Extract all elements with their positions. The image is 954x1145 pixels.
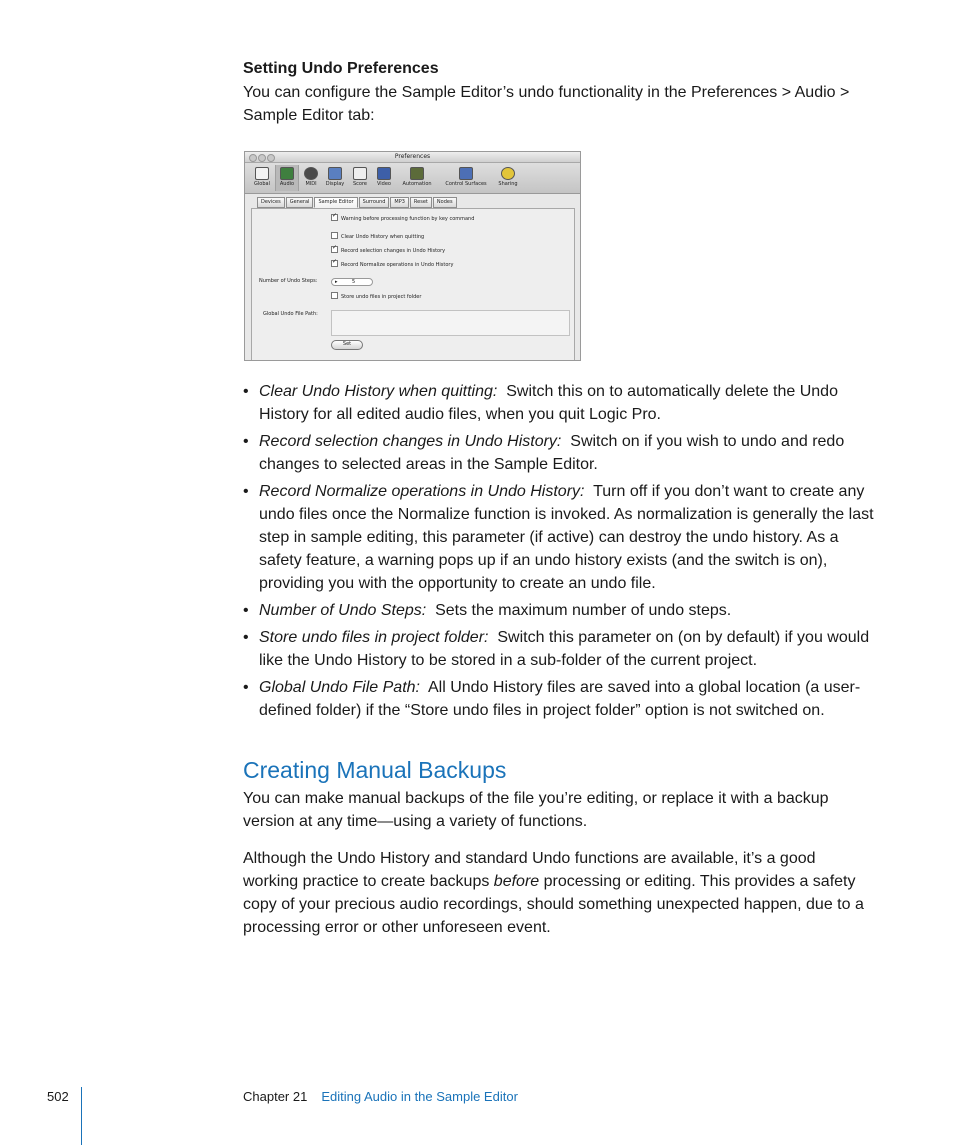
bullet-term: Number of Undo Steps: bbox=[259, 602, 427, 619]
toolbar-label: Audio bbox=[279, 181, 295, 187]
bullet-term: Store undo files in project folder: bbox=[259, 629, 489, 646]
chapter-number: Chapter 21 bbox=[243, 1089, 308, 1104]
toolbar-display[interactable] bbox=[323, 165, 347, 191]
checkbox-checked-icon[interactable] bbox=[331, 214, 338, 221]
para-text: processing or editing. This provides a safety copy of your precious audio recordings, should something unexpected happen, due to a processing error or other unforeseen event. bbox=[243, 873, 864, 936]
bullet-term: Global Undo File Path: bbox=[259, 679, 420, 696]
toolbar-sharing[interactable] bbox=[495, 165, 521, 191]
toolbar-label: Sharing bbox=[498, 181, 518, 187]
tab-reset[interactable]: Reset bbox=[410, 197, 432, 208]
toolbar-label: Video bbox=[376, 181, 391, 187]
list-item bbox=[243, 676, 883, 722]
list-item bbox=[243, 599, 883, 622]
toolbar-control-surfaces[interactable] bbox=[439, 165, 493, 191]
toolbar-global[interactable] bbox=[251, 165, 273, 191]
bullet-text: Sets the maximum number of undo steps. bbox=[435, 602, 732, 619]
checkbox-unchecked-icon[interactable] bbox=[331, 292, 338, 299]
checkbox-checked-icon[interactable] bbox=[331, 246, 338, 253]
tab-nodes[interactable]: Nodes bbox=[433, 197, 457, 208]
list-item bbox=[243, 430, 883, 476]
toolbar-label: Score bbox=[352, 181, 367, 187]
display-icon bbox=[328, 167, 342, 180]
toolbar-midi[interactable] bbox=[301, 165, 321, 191]
checkbox-unchecked-icon[interactable] bbox=[331, 232, 338, 239]
window-title: Preferences bbox=[394, 153, 431, 160]
option-label: Clear Undo History when quitting bbox=[341, 234, 425, 240]
toolbar-score[interactable] bbox=[349, 165, 371, 191]
bullet-term: Record selection changes in Undo History: bbox=[259, 433, 562, 450]
tab-surround[interactable]: Surround bbox=[359, 197, 390, 208]
preferences-toolbar bbox=[245, 163, 580, 194]
para-text: Although the Undo History and standard Undo functions are available, it’s a good working practice to create backups bbox=[243, 850, 816, 890]
toolbar-audio[interactable] bbox=[275, 165, 299, 191]
backups-intro-paragraph: You can make manual backups of the file you’re editing, or replace it with a backup version at any time—using a variety of functions. bbox=[243, 790, 829, 830]
score-icon bbox=[353, 167, 367, 180]
page-number: 502 bbox=[47, 1089, 69, 1104]
tab-sample-editor[interactable]: Sample Editor bbox=[314, 197, 357, 208]
toolbar-label: Display bbox=[325, 181, 345, 187]
bullet-text: Switch this on to automatically delete the Undo History for all edited audio files, when you quit Logic Pro. bbox=[259, 383, 838, 423]
automation-icon bbox=[410, 167, 424, 180]
list-item bbox=[243, 480, 883, 595]
toolbar-label: MIDI bbox=[305, 181, 317, 187]
global-undo-path-label: Global Undo File Path: bbox=[263, 311, 318, 317]
tab-mp3[interactable]: MP3 bbox=[390, 197, 409, 208]
preferences-bullet-list bbox=[243, 380, 883, 726]
toolbar-label: Automation bbox=[402, 181, 432, 187]
set-button[interactable]: Set bbox=[331, 340, 363, 350]
section-heading: Creating Manual Backups bbox=[243, 757, 507, 783]
option-warning-before-processing[interactable] bbox=[331, 214, 474, 223]
bullet-text: Switch this parameter on (on by default) if you would like the Undo History to be stored in a sub-folder of the current project. bbox=[259, 629, 870, 669]
checkbox-checked-icon[interactable] bbox=[331, 260, 338, 267]
control-surfaces-icon bbox=[459, 167, 473, 180]
bullet-text: Switch on if you wish to undo and redo changes to selected areas in the Sample Editor. bbox=[259, 433, 845, 473]
bullet-term: Record Normalize operations in Undo History: bbox=[259, 483, 585, 500]
preferences-screenshot bbox=[244, 151, 581, 361]
list-item bbox=[243, 380, 883, 426]
undo-steps-label: Number of Undo Steps: bbox=[259, 278, 318, 284]
preferences-tabs bbox=[257, 197, 458, 208]
list-item bbox=[243, 626, 883, 672]
chapter-title[interactable]: Editing Audio in the Sample Editor bbox=[321, 1089, 518, 1104]
midi-icon bbox=[304, 167, 318, 180]
option-label: Store undo files in project folder bbox=[341, 294, 422, 300]
undo-steps-stepper[interactable] bbox=[331, 278, 373, 286]
sharing-icon bbox=[501, 167, 515, 180]
video-icon bbox=[377, 167, 391, 180]
tab-devices[interactable]: Devices bbox=[257, 197, 285, 208]
audio-icon bbox=[280, 167, 294, 180]
toolbar-automation[interactable] bbox=[397, 165, 437, 191]
section-subheading: Setting Undo Preferences bbox=[243, 60, 439, 77]
bullet-text: Turn off if you don’t want to create any undo files once the Normalize function is invoked. As normalization is generally the last step in sample editing, this parameter (if active) can destroy the undo history. As a safety feature, a warning pops up if an undo history exists (and the switch is on), providing you with the opportunity to create an undo file. bbox=[259, 483, 874, 592]
option-label: Warning before processing function by key command bbox=[341, 216, 475, 222]
option-record-normalize[interactable] bbox=[331, 260, 453, 269]
tab-general[interactable]: General bbox=[286, 197, 314, 208]
bullet-term: Clear Undo History when quitting: bbox=[259, 383, 498, 400]
window-titlebar bbox=[245, 152, 580, 163]
option-clear-undo-history[interactable] bbox=[331, 232, 424, 241]
option-store-undo-files[interactable] bbox=[331, 292, 421, 301]
toolbar-video[interactable] bbox=[373, 165, 395, 191]
para-emphasis: before bbox=[493, 873, 540, 890]
bullet-text: All Undo History files are saved into a global location (a user-defined folder) if the “Store undo files in project folder” option is not switched on. bbox=[259, 679, 861, 719]
undo-steps-value: 5 bbox=[352, 279, 356, 285]
sample-editor-panel bbox=[251, 208, 575, 361]
stepper-arrow-icon[interactable]: ▸ bbox=[335, 279, 338, 285]
option-label: Record selection changes in Undo History bbox=[341, 248, 446, 254]
intro-paragraph: You can configure the Sample Editor’s undo functionality in the Preferences > Audio > Sample Editor tab: bbox=[243, 84, 850, 124]
option-record-selection-changes[interactable] bbox=[331, 246, 445, 255]
toolbar-label: Control Surfaces bbox=[445, 181, 487, 187]
global-undo-path-field[interactable] bbox=[331, 310, 570, 336]
toolbar-label: Global bbox=[254, 181, 270, 187]
footer-divider bbox=[81, 1087, 82, 1145]
global-icon bbox=[255, 167, 269, 180]
footer-chapter bbox=[243, 1089, 518, 1104]
option-label: Record Normalize operations in Undo History bbox=[341, 262, 454, 268]
backups-practice-paragraph bbox=[243, 847, 873, 939]
